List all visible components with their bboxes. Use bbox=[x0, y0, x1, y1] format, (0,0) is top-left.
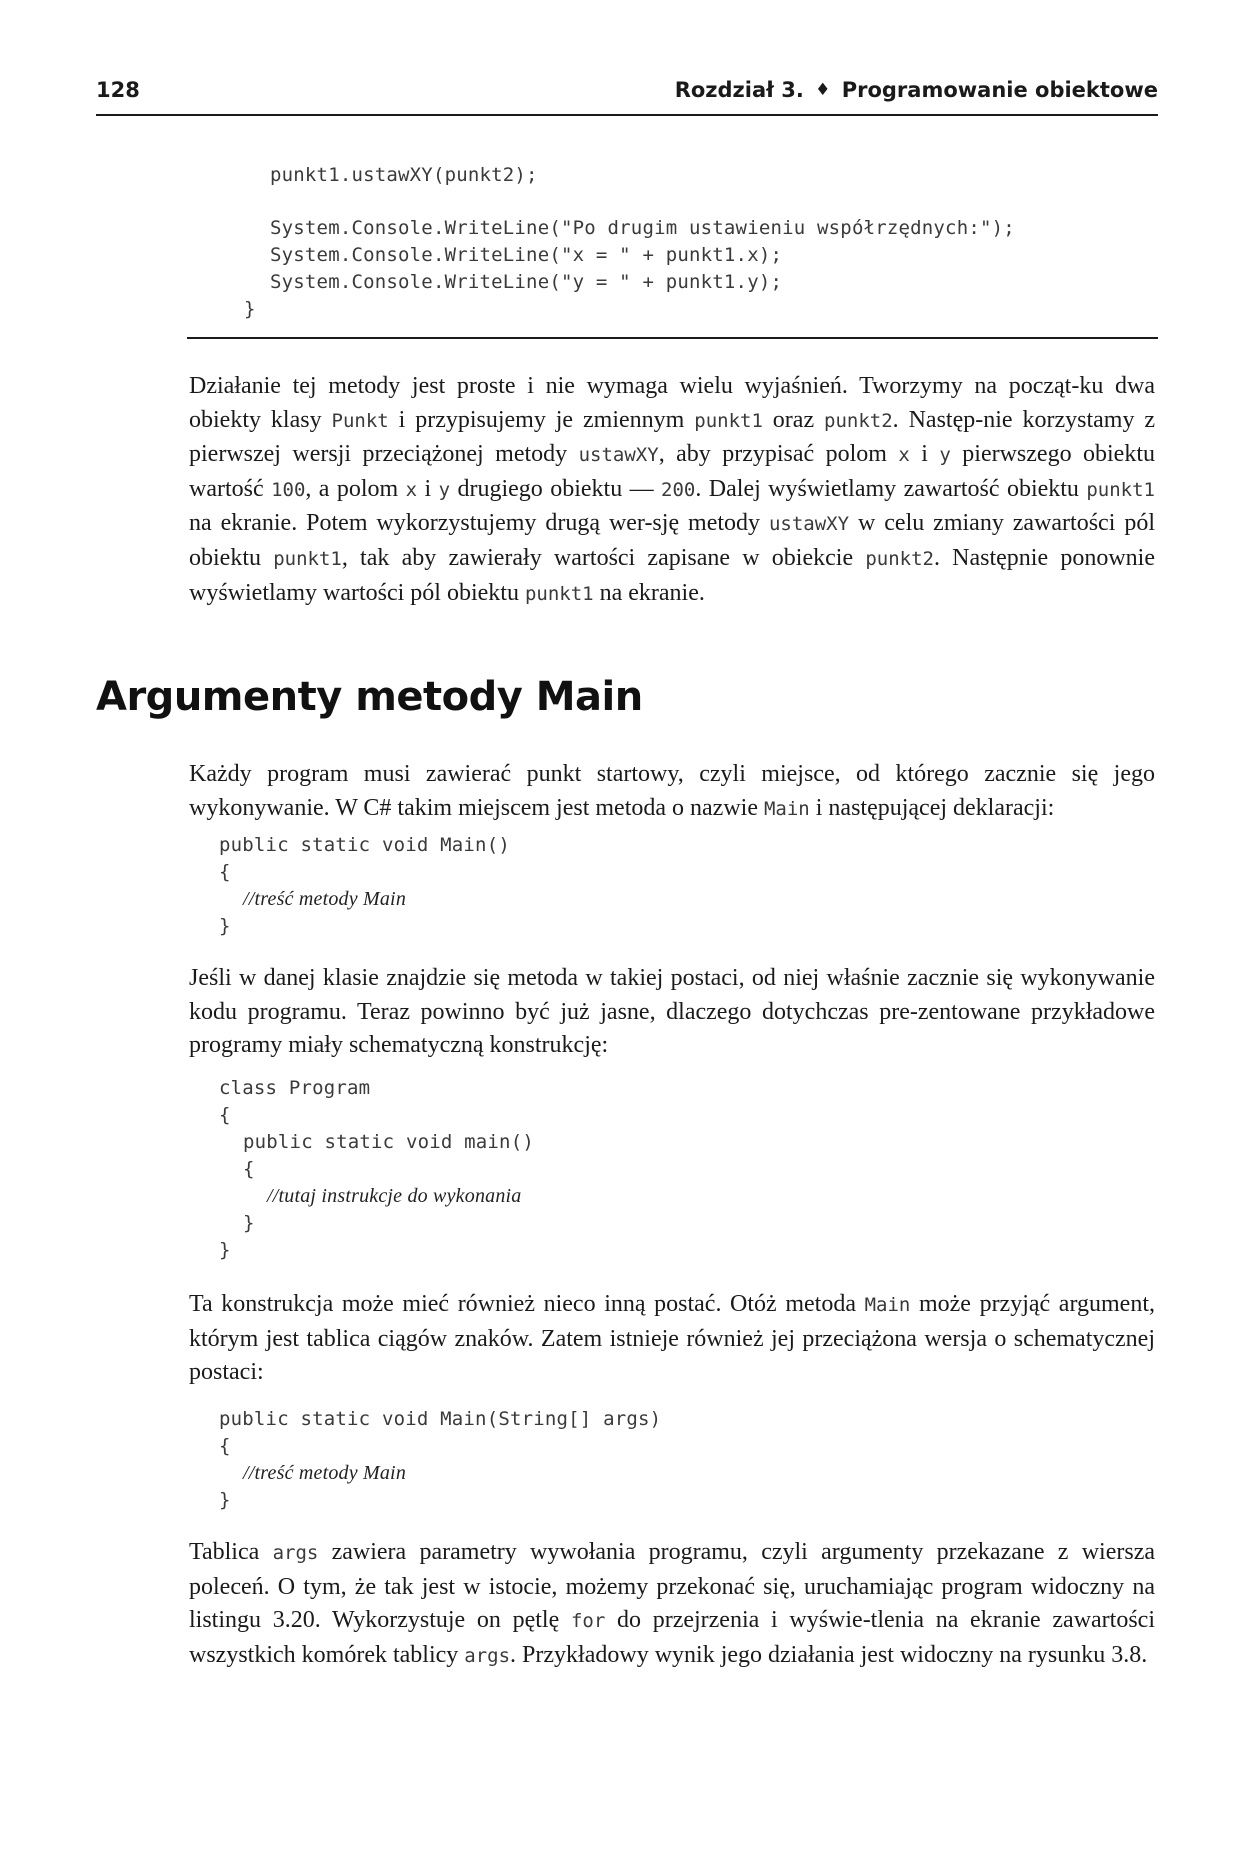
text: i następującej deklaracji: bbox=[809, 794, 1055, 821]
inline-code: y bbox=[939, 444, 951, 467]
inline-code: punkt2 bbox=[824, 409, 893, 432]
code-line: { bbox=[243, 1158, 255, 1180]
text: Każdy program musi zawierać punkt startowy, czyli miejsce, od którego zacznie się jego wykonywanie. W C# takim miejscem jest metoda o nazwie bbox=[189, 761, 1155, 821]
code-line: { bbox=[219, 861, 231, 883]
text: pierwszego obiektu wartość bbox=[189, 441, 1155, 502]
text: . Następnie ponownie wyświetlamy wartości pól obiektu bbox=[189, 544, 1155, 606]
text: , tak aby zawierały wartości zapisane w obiekcie bbox=[341, 544, 866, 571]
chapter-title: Programowanie obiektowe bbox=[841, 78, 1158, 102]
paragraph-structure: Jeśli w danej klasie znajdzie się metoda w takiej postaci, od niej właśnie zacznie się wykonywanie kodu programu. Teraz powinno być już jasne, dlaczego dotychczas pre-zentowane przykładowe programy miały schematyczną konstrukcję: bbox=[189, 965, 1155, 1059]
inline-code: punkt1 bbox=[694, 409, 763, 432]
inline-code: punkt1 bbox=[1086, 478, 1155, 501]
text: . Następ-nie korzystamy z pierwszej wersji przeciążonej metody bbox=[189, 406, 1156, 468]
text: do przejrzenia i wyświe-tlenia na ekranie zawartości wszystkich komórek tablicy bbox=[189, 1607, 1155, 1668]
code-line: } bbox=[219, 915, 231, 937]
inline-code: x bbox=[405, 478, 418, 501]
code-comment: //tutaj instrukcje do wykonania bbox=[267, 1185, 522, 1207]
code-line: public static void main() bbox=[243, 1131, 534, 1153]
code-comment: //treść metody Main bbox=[243, 1462, 407, 1484]
code-line: } bbox=[219, 1489, 231, 1511]
text: Działanie tej metody jest proste i nie wymaga wielu wyjaśnień. Tworzymy na począt-ku dwa obiekty klasy bbox=[189, 373, 1155, 433]
running-title bbox=[675, 78, 1158, 102]
text: oraz bbox=[762, 406, 825, 433]
inline-code: ustawXY bbox=[578, 444, 659, 467]
code-comment: //treść metody Main bbox=[243, 888, 407, 910]
paragraph-explanation bbox=[189, 370, 1155, 611]
inline-code: x bbox=[898, 444, 910, 467]
diamond-icon: ♦ bbox=[815, 80, 831, 100]
running-header bbox=[96, 78, 1158, 116]
code-line: } bbox=[243, 1212, 255, 1234]
text: na ekranie. Potem wykorzystujemy drugą wer-sję metody bbox=[189, 510, 769, 537]
text: . Przykładowy wynik jego działania jest widoczny na rysunku 3.8. bbox=[510, 1641, 1148, 1668]
code-line: punkt1.ustawXY(punkt2); bbox=[270, 164, 538, 186]
inline-code: punkt2 bbox=[865, 547, 934, 570]
inline-code: y bbox=[438, 478, 451, 501]
inline-code: Main bbox=[864, 1294, 911, 1316]
code-line: { bbox=[219, 1104, 231, 1126]
paragraph-args bbox=[189, 1536, 1155, 1673]
code-line: System.Console.WriteLine("Po drugim ustawieniu współrzędnych:"); bbox=[270, 217, 1015, 239]
text: Tablica bbox=[189, 1539, 273, 1565]
text: Ta konstrukcja może mieć również nieco inną postać. Otóż metoda bbox=[189, 1291, 865, 1317]
text: drugiego obiektu — bbox=[450, 475, 662, 502]
text: i bbox=[417, 475, 439, 502]
inline-code: 200 bbox=[661, 478, 696, 501]
inline-code: ustawXY bbox=[768, 513, 850, 536]
text: i bbox=[909, 441, 940, 468]
page-number: 128 bbox=[96, 78, 140, 102]
code-line: } bbox=[219, 1239, 231, 1261]
inline-code: Punkt bbox=[331, 409, 389, 432]
text: na ekranie. bbox=[593, 579, 705, 606]
paragraph-overload bbox=[189, 1288, 1155, 1390]
text: i przypisujemy je zmiennym bbox=[388, 406, 695, 433]
section-heading: Argumenty metody Main bbox=[96, 674, 643, 720]
text: w celu zmiany zawartości pól obiektu bbox=[189, 510, 1155, 571]
text: , aby przypisać polom bbox=[658, 441, 899, 468]
text: zawiera parametry wywołania programu, czyli argumenty przekazane z wiersza poleceń. O tym, że tak jest w istocie, możemy przekonać się, uruchamiając program widoczny na listingu 3.20. Wykorzystuje on pętlę bbox=[189, 1539, 1155, 1634]
inline-code: 100 bbox=[271, 478, 306, 501]
inline-code: args bbox=[464, 1644, 511, 1667]
paragraph-entry-point bbox=[189, 758, 1155, 826]
listing-end-rule bbox=[187, 337, 1158, 339]
code-line: System.Console.WriteLine("x = " + punkt1.x); bbox=[270, 244, 783, 266]
inline-code: for bbox=[570, 1610, 606, 1633]
inline-code: Main bbox=[763, 797, 810, 820]
code-line: public static void Main() bbox=[219, 834, 510, 856]
text: może przyjąć argument, którym jest tablica ciągów znaków. Zatem istnieje również jej przeciążona wersja o schematycznej postaci: bbox=[189, 1291, 1155, 1386]
code-line: System.Console.WriteLine("y = " + punkt1.y); bbox=[270, 271, 783, 293]
text: . Dalej wyświetlamy zawartość obiektu bbox=[695, 475, 1087, 502]
text: , a polom bbox=[305, 475, 406, 502]
code-line: } bbox=[244, 298, 256, 320]
chapter-label: Rozdział 3. bbox=[674, 78, 804, 102]
inline-code: punkt1 bbox=[524, 582, 594, 605]
code-line: public static void Main(String[] args) bbox=[219, 1408, 662, 1430]
inline-code: args bbox=[272, 1542, 319, 1564]
inline-code: punkt1 bbox=[273, 547, 342, 570]
code-line: { bbox=[219, 1435, 231, 1457]
code-line: class Program bbox=[219, 1077, 371, 1099]
